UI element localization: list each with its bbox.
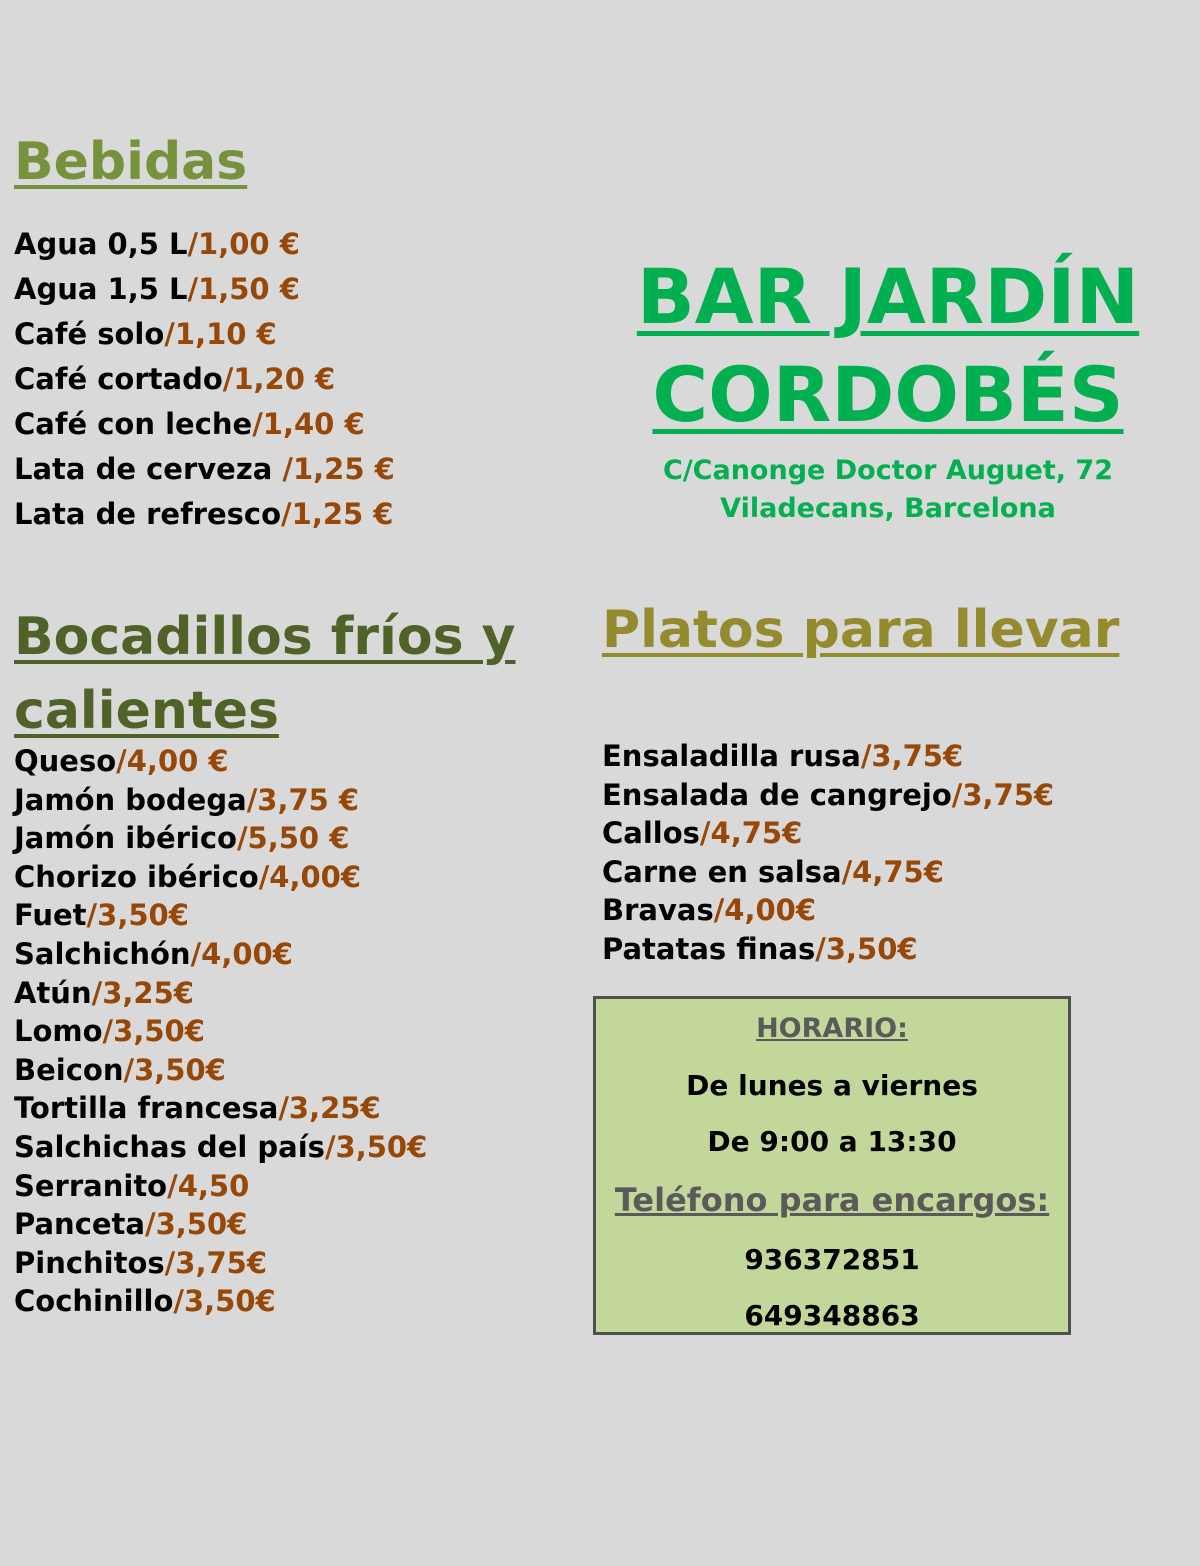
menu-item-price: /4,75€ (841, 854, 944, 889)
menu-item (602, 776, 1054, 815)
menu-item-price: /5,50 € (236, 821, 350, 856)
menu-item (14, 1167, 427, 1206)
menu-item (14, 447, 395, 492)
bar-name-line-2: CORDOBÉS (652, 350, 1124, 439)
menu-item (14, 974, 427, 1013)
menu-item-name: Tortilla francesa (14, 1091, 279, 1126)
menu-item-name: Ensaladilla rusa (602, 739, 861, 773)
menu-item-price: /1,10 € (164, 317, 277, 351)
menu-item-price: /3,50€ (815, 931, 918, 966)
menu-item (14, 357, 395, 402)
menu-item-price: /4,00€ (258, 859, 362, 894)
menu-item (14, 742, 427, 781)
menu-item-name: Jamón bodega (14, 782, 247, 817)
platos-list (602, 737, 1054, 969)
menu-item-name: Carne en salsa (602, 854, 842, 889)
menu-item (14, 1205, 427, 1244)
bar-address (590, 452, 1186, 528)
menu-item-name: Agua 0,5 L (14, 227, 188, 261)
menu-item-name: Serranito (14, 1168, 168, 1203)
menu-item-price: /3,75 € (246, 782, 360, 817)
menu-item (14, 1089, 427, 1128)
menu-item-price: /3,50€ (173, 1284, 276, 1319)
menu-item-name: Café con leche (14, 407, 253, 441)
section-title-bocadillos: Bocadillos fríos y calientes (14, 607, 516, 741)
menu-item-name: Salchichón (14, 936, 191, 971)
menu-item (602, 737, 1054, 776)
menu-item (14, 402, 395, 447)
menu-item-price: /3,50€ (324, 1129, 428, 1164)
menu-item-name: Lata de refresco (14, 497, 282, 531)
menu-item (14, 1051, 427, 1090)
menu-item-price: /3,50€ (144, 1207, 248, 1242)
menu-item-name: Cochinillo (14, 1284, 174, 1319)
menu-item (14, 935, 427, 974)
section-title-platos: Platos para llevar (602, 600, 1120, 660)
menu-item-name: Callos (602, 816, 700, 851)
menu-item (14, 267, 395, 312)
menu-item-name: Chorizo ibérico (14, 859, 259, 894)
menu-item-price: /1,20 € (222, 362, 336, 396)
menu-item (14, 781, 427, 820)
menu-item-price: /3,50€ (123, 1052, 226, 1087)
menu-item (14, 896, 427, 935)
hours-title: HORARIO: (756, 1013, 908, 1044)
menu-item (14, 1244, 427, 1283)
menu-item-name: Queso (14, 744, 117, 778)
menu-item-name: Panceta (14, 1207, 145, 1242)
address-city: Viladecans, Barcelona (720, 493, 1056, 524)
menu-item (14, 819, 427, 858)
menu-item (602, 891, 1054, 930)
phone-number-2[interactable]: 649348863 (744, 1299, 920, 1332)
menu-item (14, 858, 427, 897)
menu-item-price: /4,00 € (116, 744, 229, 778)
menu-item-name: Fuet (14, 898, 87, 933)
menu-item-price: /3,75€ (951, 777, 1055, 812)
menu-item-price: /4,00€ (190, 936, 293, 971)
menu-item-price: /1,50 € (187, 272, 300, 306)
menu-item-price: /4,00€ (713, 893, 817, 928)
hours-box (593, 996, 1071, 1335)
menu-item-price: /3,75€ (164, 1245, 267, 1280)
menu-item (14, 1282, 427, 1321)
hours-time: De 9:00 a 13:30 (707, 1125, 957, 1158)
bebidas-list (14, 222, 395, 537)
menu-item-name: Bravas (602, 893, 714, 928)
menu-item-price: /1,25 € (282, 452, 395, 486)
menu-item (14, 1128, 427, 1167)
menu-item-price: /4,75€ (699, 816, 803, 851)
menu-item-name: Beicon (14, 1052, 124, 1087)
menu-item (602, 814, 1054, 853)
menu-item-name: Atún (14, 975, 92, 1010)
menu-item-name: Pinchitos (14, 1245, 165, 1280)
menu-item (14, 492, 395, 537)
bar-name-line-1: BAR JARDÍN (636, 252, 1140, 341)
menu-item (14, 1012, 427, 1051)
menu-item-name: Ensalada de cangrejo (602, 777, 952, 812)
bocadillos-list (14, 742, 427, 1321)
menu-item-name: Café solo (14, 317, 165, 351)
menu-item (602, 853, 1054, 892)
menu-item-name: Salchichas del país (14, 1129, 325, 1164)
menu-item (602, 930, 1054, 969)
menu-item-price: /1,25 € (281, 497, 394, 531)
address-street: C/Canonge Doctor Auguet, 72 (663, 455, 1113, 486)
menu-item-name: Lata de cerveza (14, 452, 283, 486)
menu-item-name: Agua 1,5 L (14, 272, 188, 306)
menu-item (14, 222, 395, 267)
menu-item-name: Jamón ibérico (14, 821, 237, 856)
menu-item-price: /1,40 € (252, 407, 365, 441)
menu-item-price: /4,50 (167, 1168, 250, 1203)
menu-item-price: /3,50€ (102, 1014, 205, 1049)
phone-title: Teléfono para encargos: (614, 1181, 1050, 1219)
menu-item-price: /3,75€ (860, 739, 964, 773)
section-title-bebidas: Bebidas (14, 132, 248, 192)
menu-item-name: Café cortado (14, 362, 223, 396)
menu-item-price: /3,50€ (86, 898, 189, 933)
menu-item-price: /1,00 € (187, 227, 300, 261)
menu-item (14, 312, 395, 357)
menu-item-price: /3,25€ (91, 975, 194, 1010)
brand-block (590, 248, 1186, 528)
hours-days: De lunes a viernes (686, 1069, 978, 1102)
menu-item-name: Patatas finas (602, 931, 816, 966)
menu-item-name: Lomo (14, 1014, 103, 1049)
phone-number-1[interactable]: 936372851 (744, 1243, 920, 1276)
bar-name (590, 248, 1186, 444)
menu-item-price: /3,25€ (278, 1091, 381, 1126)
